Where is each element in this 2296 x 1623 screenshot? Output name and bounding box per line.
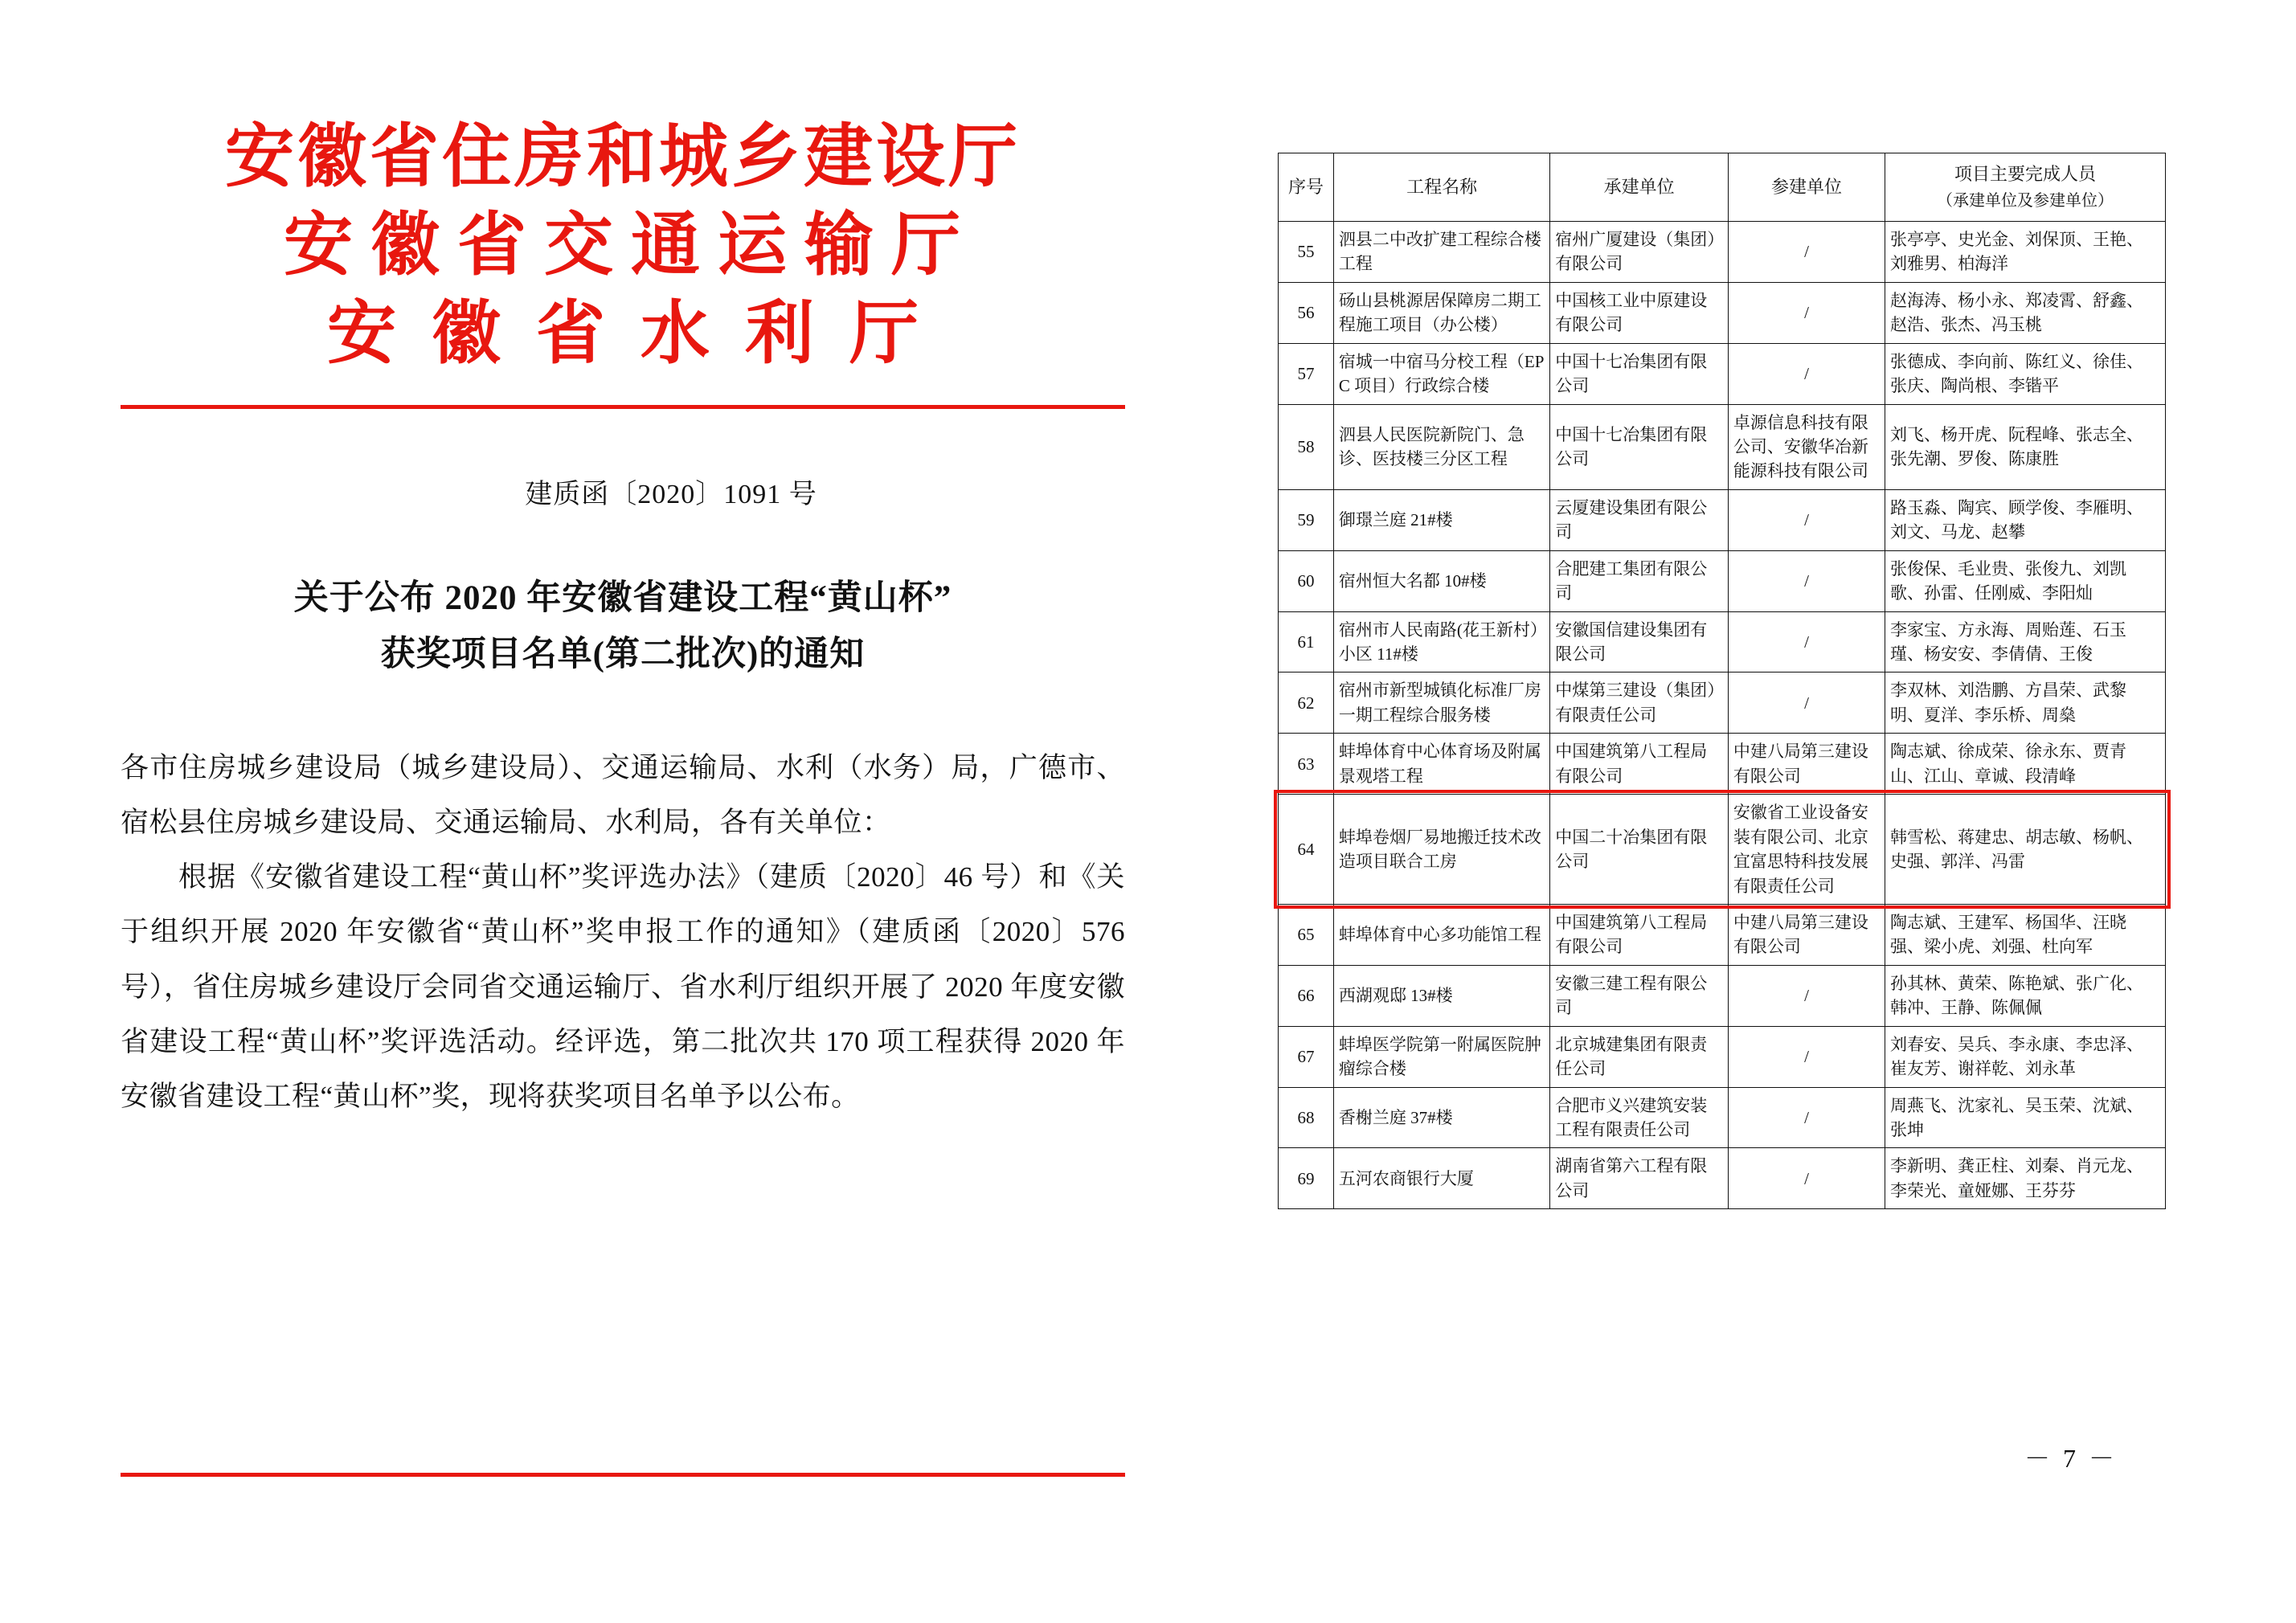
cell-participant: 中建八局第三建设有限公司 <box>1728 904 1885 965</box>
cell-participant: / <box>1728 1148 1885 1209</box>
cell-project: 宿州市新型城镇化标准厂房一期工程综合服务楼 <box>1333 673 1549 734</box>
cell-project: 砀山县桃源居保障房二期工程施工项目（办公楼） <box>1333 282 1549 343</box>
cell-main-contractor: 中煤第三建设（集团）有限责任公司 <box>1550 673 1729 734</box>
column-header-people-main: 项目主要完成人员 <box>1954 164 2097 184</box>
cell-people: 刘飞、杨开虎、阮程峰、张志全、张先潮、罗俊、陈康胜 <box>1885 404 2166 489</box>
cell-people: 刘春安、吴兵、李永康、李忠泽、崔友芳、谢祥乾、刘永革 <box>1885 1026 2166 1087</box>
column-header-participant: 参建单位 <box>1728 153 1885 222</box>
cell-people: 李新明、龚正柱、刘秦、肖元龙、李荣光、童娅娜、王芬芬 <box>1885 1148 2166 1209</box>
table-row <box>1279 734 2166 795</box>
table-row <box>1279 221 2166 282</box>
cell-main-contractor: 中国建筑第八工程局有限公司 <box>1550 904 1729 965</box>
cell-project: 蚌埠体育中心多功能馆工程 <box>1333 904 1549 965</box>
cell-main-contractor: 宿州广厦建设（集团）有限公司 <box>1550 221 1729 282</box>
cell-no: 59 <box>1279 489 1334 550</box>
table-row <box>1279 550 2166 611</box>
cell-no: 64 <box>1279 795 1334 905</box>
table-row <box>1279 1026 2166 1087</box>
cell-no: 63 <box>1279 734 1334 795</box>
cell-main-contractor: 合肥市义兴建筑安装工程有限责任公司 <box>1550 1087 1729 1148</box>
cell-project: 宿州市人民南路(花王新村）小区 11#楼 <box>1333 611 1549 673</box>
cell-no: 61 <box>1279 611 1334 673</box>
cell-no: 56 <box>1279 282 1334 343</box>
cell-main-contractor: 中国核工业中原建设有限公司 <box>1550 282 1729 343</box>
cell-people: 陶志斌、徐成荣、徐永东、贾青山、江山、章诚、段清峰 <box>1885 734 2166 795</box>
cell-participant: / <box>1728 550 1885 611</box>
column-header-people <box>1885 153 2166 222</box>
table-row <box>1279 282 2166 343</box>
cell-main-contractor: 湖南省第六工程有限公司 <box>1550 1148 1729 1209</box>
cell-project: 泗县二中改扩建工程综合楼工程 <box>1333 221 1549 282</box>
cell-people: 李双林、刘浩鹏、方昌荣、武黎明、夏洋、李乐桥、周燊 <box>1885 673 2166 734</box>
official-notice-left-page <box>121 112 1125 1527</box>
cell-no: 67 <box>1279 1026 1334 1087</box>
body-paragraph-1: 各市住房城乡建设局（城乡建设局）、交通运输局、水利（水务）局，广德市、宿松县住房城乡建设局、交通运输局、水利局，各有关单位： <box>121 751 1125 838</box>
cell-people: 路玉淼、陶宾、顾学俊、李雁明、刘文、马龙、赵攀 <box>1885 489 2166 550</box>
cell-people: 张亭亭、史光金、刘保顶、王艳、刘雅男、柏海洋 <box>1885 221 2166 282</box>
footer-divider <box>121 1473 1125 1477</box>
cell-participant: / <box>1728 1026 1885 1087</box>
table-row <box>1279 673 2166 734</box>
cell-main-contractor: 中国建筑第八工程局有限公司 <box>1550 734 1729 795</box>
table-row <box>1279 404 2166 489</box>
cell-no: 62 <box>1279 673 1334 734</box>
cell-no: 58 <box>1279 404 1334 489</box>
cell-people: 周燕飞、沈家礼、吴玉荣、沈斌、张坤 <box>1885 1087 2166 1148</box>
column-header-people-sub: （承建单位及参建单位） <box>1937 191 2114 210</box>
cell-participant: 中建八局第三建设有限公司 <box>1728 734 1885 795</box>
cell-people: 孙其林、黄荣、陈艳斌、张广化、韩冲、王静、陈佩佩 <box>1885 965 2166 1026</box>
cell-people: 韩雪松、蒋建忠、胡志敏、杨帆、史强、郭洋、冯雷 <box>1885 795 2166 905</box>
cell-people: 张俊保、毛业贵、张俊九、刘凯歌、孙雷、任刚威、李阳灿 <box>1885 550 2166 611</box>
cell-participant: / <box>1728 282 1885 343</box>
table-row <box>1279 965 2166 1026</box>
cell-no: 65 <box>1279 904 1334 965</box>
notice-body <box>121 741 1125 1125</box>
cell-people: 张德成、李向前、陈红义、徐佳、张庆、陶尚根、李锴平 <box>1885 343 2166 404</box>
cell-participant: / <box>1728 1087 1885 1148</box>
table-header-row <box>1279 153 2166 222</box>
cell-main-contractor: 北京城建集团有限责任公司 <box>1550 1026 1729 1087</box>
cell-project: 蚌埠医学院第一附属医院肿瘤综合楼 <box>1333 1026 1549 1087</box>
cell-main-contractor: 中国十七冶集团有限公司 <box>1550 404 1729 489</box>
cell-people: 李家宝、方永海、周贻莲、石玉瑾、杨安安、李倩倩、王俊 <box>1885 611 2166 673</box>
award-table <box>1278 153 2166 1209</box>
table-row <box>1279 343 2166 404</box>
cell-participant: / <box>1728 489 1885 550</box>
cell-participant: 安徽省工业设备安装有限公司、北京宜富思特科技发展有限责任公司 <box>1728 795 1885 905</box>
cell-participant: 卓源信息科技有限公司、安徽华冶新能源科技有限公司 <box>1728 404 1885 489</box>
cell-participant: / <box>1728 221 1885 282</box>
cell-no: 66 <box>1279 965 1334 1026</box>
award-list-right-page <box>1278 153 2178 1209</box>
cell-no: 55 <box>1279 221 1334 282</box>
table-row <box>1279 1087 2166 1148</box>
cell-participant: / <box>1728 343 1885 404</box>
cell-project: 西湖观邸 13#楼 <box>1333 965 1549 1026</box>
table-body <box>1279 221 2166 1208</box>
cell-project: 蚌埠卷烟厂易地搬迁技术改造项目联合工房 <box>1333 795 1549 905</box>
cell-project: 香榭兰庭 37#楼 <box>1333 1087 1549 1148</box>
table-row <box>1279 1148 2166 1209</box>
cell-main-contractor: 云厦建设集团有限公司 <box>1550 489 1729 550</box>
column-header-project: 工程名称 <box>1333 153 1549 222</box>
cell-main-contractor: 安徽国信建设集团有限公司 <box>1550 611 1729 673</box>
document-number: 建质函〔2020〕1091 号 <box>525 480 817 510</box>
page-title-line-2: 获奖项目名单(第二批次)的通知 <box>380 635 866 673</box>
cell-main-contractor: 中国二十冶集团有限公司 <box>1550 795 1729 905</box>
page-number: － 7 － <box>2024 1444 2118 1473</box>
cell-no: 68 <box>1279 1087 1334 1148</box>
table-row-highlighted <box>1279 795 2166 905</box>
letterhead-line-1: 安徽省住房和城乡建设厅 <box>225 118 1021 195</box>
cell-project: 泗县人民医院新院门、急诊、医技楼三分区工程 <box>1333 404 1549 489</box>
cell-participant: / <box>1728 611 1885 673</box>
page-title <box>121 570 1125 682</box>
cell-participant: / <box>1728 673 1885 734</box>
letterhead <box>121 112 1125 378</box>
cell-main-contractor: 合肥建工集团有限公司 <box>1550 550 1729 611</box>
cell-people: 陶志斌、王建军、杨国华、汪晓强、梁小虎、刘强、杜向军 <box>1885 904 2166 965</box>
cell-participant: / <box>1728 965 1885 1026</box>
cell-main-contractor: 安徽三建工程有限公司 <box>1550 965 1729 1026</box>
column-header-no: 序号 <box>1279 153 1334 222</box>
column-header-main-contractor: 承建单位 <box>1550 153 1729 222</box>
page-title-line-1: 关于公布 2020 年安徽省建设工程“黄山杯” <box>293 579 952 618</box>
cell-no: 57 <box>1279 343 1334 404</box>
table-row <box>1279 489 2166 550</box>
letterhead-divider <box>121 405 1125 409</box>
cell-people: 赵海涛、杨小永、郑凌霄、舒鑫、赵浩、张杰、冯玉桃 <box>1885 282 2166 343</box>
table-row <box>1279 611 2166 673</box>
cell-project: 蚌埠体育中心体育场及附属景观塔工程 <box>1333 734 1549 795</box>
cell-no: 60 <box>1279 550 1334 611</box>
cell-no: 69 <box>1279 1148 1334 1209</box>
letterhead-line-2: 安徽省交通运输厅 <box>284 206 978 284</box>
cell-project: 御璟兰庭 21#楼 <box>1333 489 1549 550</box>
letterhead-line-3: 安徽省水利厅 <box>327 295 954 373</box>
cell-project: 宿州恒大名都 10#楼 <box>1333 550 1549 611</box>
cell-project: 五河农商银行大厦 <box>1333 1148 1549 1209</box>
cell-project: 宿城一中宿马分校工程（EPC 项目）行政综合楼 <box>1333 343 1549 404</box>
table-row <box>1279 904 2166 965</box>
body-paragraph-2: 根据《安徽省建设工程“黄山杯”奖评选办法》（建质〔2020〕46 号）和《关于组织开展 2020 年安徽省“黄山杯”奖申报工作的通知》（建质函〔2020〕576 号），省住房城乡建设厅会同省交通运输厅、省水利厅组织开展了 2020 年度安徽省建设工程“黄山杯”奖评选活动。经评选，第二批次共 170 项工程获得 2020 年安徽省建设工程“黄山杯”奖，现将获奖项目名单予以公布。 <box>121 861 1125 1113</box>
cell-main-contractor: 中国十七冶集团有限公司 <box>1550 343 1729 404</box>
